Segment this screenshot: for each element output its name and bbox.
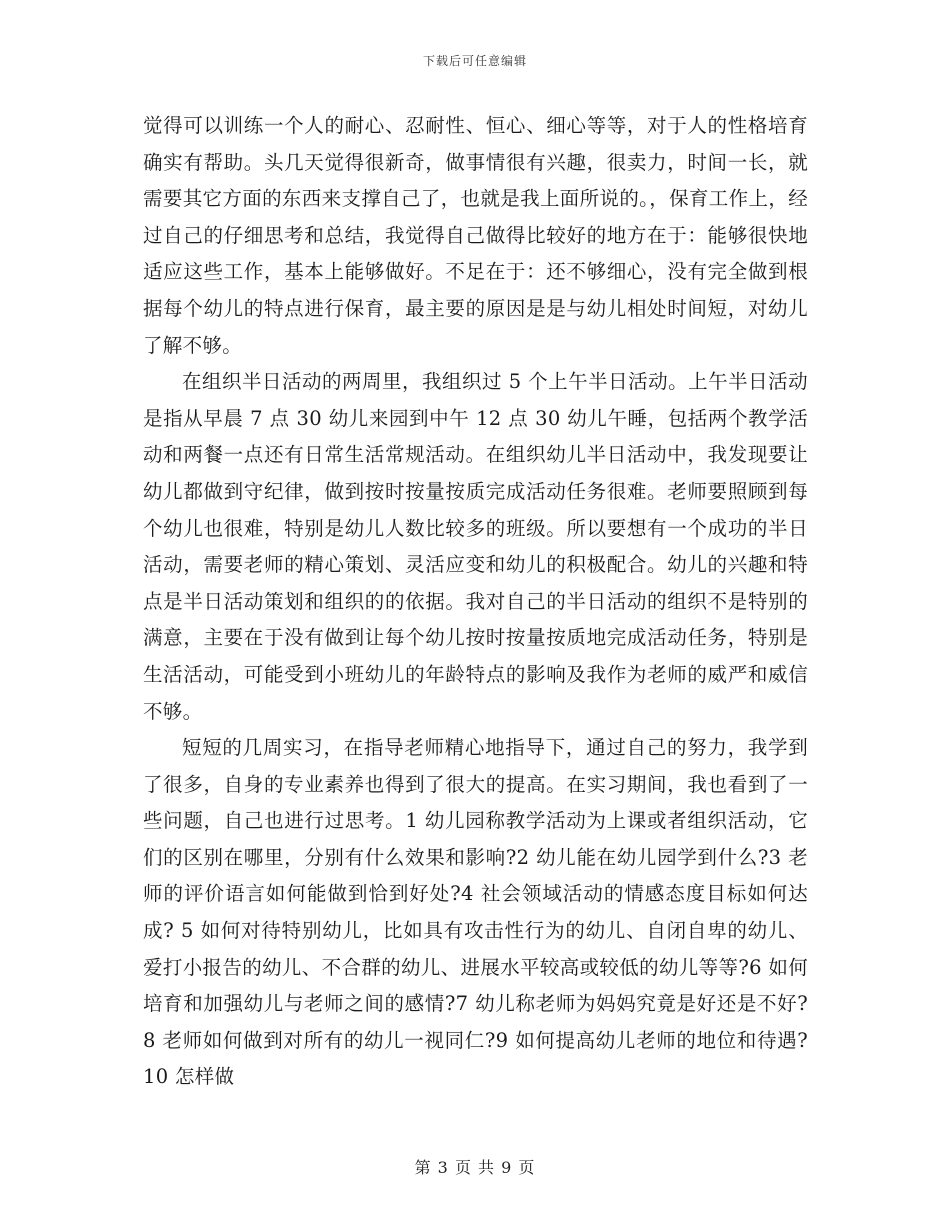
paragraph-2: 在组织半日活动的两周里，我组织过 5 个上午半日活动。上午半日活动是指从早晨 7 点 30 幼儿来园到中午 12 点 30 幼儿午睡，包括两个教学活动和两餐一点还有日常生活常规活动。在组织幼儿半日活动中，我发现要让幼儿都做到守纪律，做到按时按量按质完成活动任务很难。老师要照顾到每个幼儿也很难，特别是幼儿人数比较多的班级。所以要想有一个成功的半日活动，需要老师的精心策划、灵活应变和幼儿的积极配合。幼儿的兴趣和特点是半日活动策划和组织的的依据。我对自己的半日活动的组织不是特别的满意，主要在于没有做到让每个幼儿按时按量按质地完成活动任务，特别是生活活动，可能受到小班幼儿的年龄特点的影响及我作为老师的威严和威信不够。 <box>143 370 808 723</box>
page-number-footer: 第 3 页 共 9 页 <box>414 1158 536 1177</box>
paragraph-1: 觉得可以训练一个人的耐心、忍耐性、恒心、细心等等，对于人的性格培育确实有帮助。头几天觉得很新奇，做事情很有兴趣，很卖力，时间一长，就需要其它方面的东西来支撑自己了，也就是我上面所说的。，保育工作上，经过自己的仔细思考和总结，我觉得自己做得比较好的地方在于：能够很快地适应这些工作，基本上能够做好。不足在于：还不够细心，没有完全做到根据每个幼儿的特点进行保育，最主要的原因是是与幼儿相处时间短，对幼儿了解不够。 <box>143 114 808 357</box>
page-header: 下载后可任意编辑 <box>422 54 527 68</box>
paragraph-3: 短短的几周实习，在指导老师精心地指导下，通过自己的努力，我学到了很多，自身的专业素养也得到了很大的提高。在实习期间，我也看到了一些问题，自己也进行过思考。1 幼儿园称教学活动为上课或者组织活动，它们的区别在哪里，分别有什么效果和影响?2 幼儿能在幼儿园学到什么?3 老师的评价语言如何能做到恰到好处?4 社会领域活动的情感态度目标如何达成? 5 如何对待特别幼儿，比如具有攻击性行为的幼儿、自闭自卑的幼儿、爱打小报告的幼儿、不合群的幼儿、进展水平较高或较低的幼儿等等?6 如何培育和加强幼儿与老师之间的感情?7 幼儿称老师为妈妈究竟是好还是不好?8 老师如何做到对所有的幼儿一视同仁?9 如何提高幼儿老师的地位和待遇?10 怎样做 <box>143 736 808 1089</box>
document-body <box>143 108 808 1096</box>
